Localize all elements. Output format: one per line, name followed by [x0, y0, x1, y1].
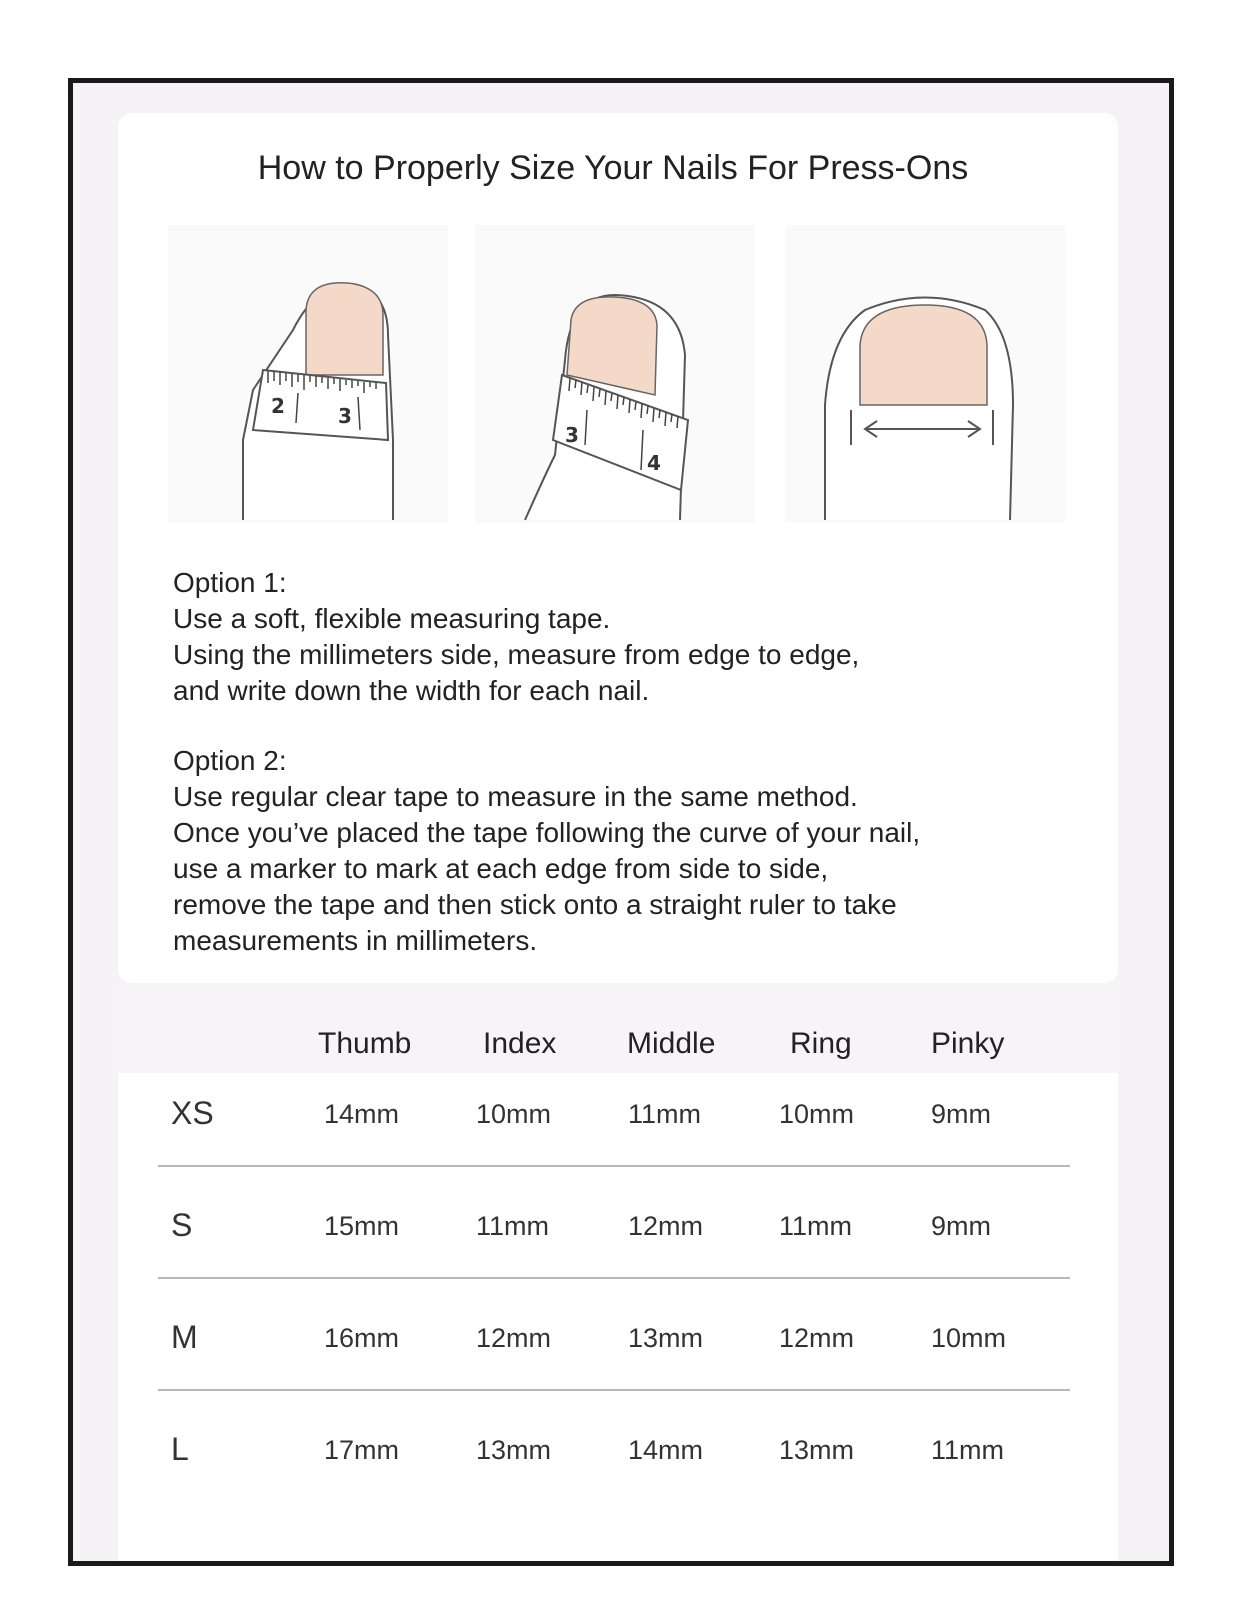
- table-cell: 9mm: [931, 1211, 991, 1241]
- table-cell: 11mm: [779, 1211, 853, 1241]
- table-cell: 17mm: [324, 1435, 400, 1465]
- row-size-label: S: [171, 1207, 193, 1243]
- nail-width-arrow-icon: [785, 225, 1065, 523]
- option-1-line: Using the millimeters side, measure from edge to edge,: [173, 639, 860, 670]
- option-2-section: [173, 743, 1073, 959]
- column-header-ring: Ring: [790, 1027, 852, 1060]
- column-header-index: Index: [483, 1027, 557, 1060]
- illustration-nail-width: [785, 225, 1065, 523]
- table-cell: 13mm: [628, 1323, 704, 1353]
- option-2-heading: Option 2:: [173, 745, 287, 776]
- table-cell: 14mm: [628, 1435, 704, 1465]
- table-cell: 11mm: [628, 1099, 702, 1129]
- column-header-thumb: Thumb: [318, 1027, 412, 1060]
- table-cell: 15mm: [324, 1211, 400, 1241]
- table-cell: 12mm: [628, 1211, 704, 1241]
- finger-measuring-tape-icon: [168, 225, 448, 523]
- row-divider: [158, 1277, 1070, 1279]
- option-1-heading: Option 1:: [173, 567, 287, 598]
- option-1-line: Use a soft, flexible measuring tape.: [173, 603, 611, 634]
- row-divider: [158, 1165, 1070, 1167]
- row-size-label: L: [171, 1431, 189, 1467]
- ruler-number: 2: [271, 394, 285, 418]
- table-cell: 13mm: [476, 1435, 552, 1465]
- ruler-number: 3: [338, 404, 352, 428]
- illustration-option-1: [168, 225, 448, 523]
- table-cell: 13mm: [779, 1435, 855, 1465]
- table-cell: 12mm: [476, 1323, 552, 1353]
- option-1-section: [173, 565, 1073, 709]
- table-cell: 12mm: [779, 1323, 855, 1353]
- row-size-label: XS: [171, 1095, 214, 1131]
- option-2-line: remove the tape and then stick onto a straight ruler to take: [173, 889, 897, 920]
- size-guide-frame: [68, 78, 1174, 1566]
- finger-measuring-tape-angled-icon: [475, 225, 755, 523]
- table-cell: 10mm: [476, 1099, 552, 1129]
- option-2-line: Use regular clear tape to measure in the same method.: [173, 781, 858, 812]
- table-cell: 9mm: [931, 1099, 991, 1129]
- option-2-line: measurements in millimeters.: [173, 925, 538, 956]
- illustration-option-2: [475, 225, 755, 523]
- option-2-line: use a marker to mark at each edge from side to side,: [173, 853, 829, 884]
- table-cell: 10mm: [931, 1323, 1007, 1353]
- column-header-pinky: Pinky: [931, 1027, 1005, 1060]
- table-cell: 11mm: [931, 1435, 1005, 1465]
- row-size-label: M: [171, 1319, 198, 1355]
- option-1-line: and write down the width for each nail.: [173, 675, 650, 706]
- option-2-line: Once you’ve placed the tape following the curve of your nail,: [173, 817, 921, 848]
- ruler-number: 3: [565, 423, 579, 447]
- table-cell: 14mm: [324, 1099, 400, 1129]
- table-cell: 11mm: [476, 1211, 550, 1241]
- ruler-number: 4: [647, 451, 661, 475]
- page-title: How to Properly Size Your Nails For Press-Ons: [257, 149, 969, 187]
- column-header-middle: Middle: [627, 1027, 716, 1060]
- table-cell: 16mm: [324, 1323, 400, 1353]
- row-divider: [158, 1389, 1070, 1391]
- table-cell: 10mm: [779, 1099, 855, 1129]
- size-table: [118, 1073, 1118, 1561]
